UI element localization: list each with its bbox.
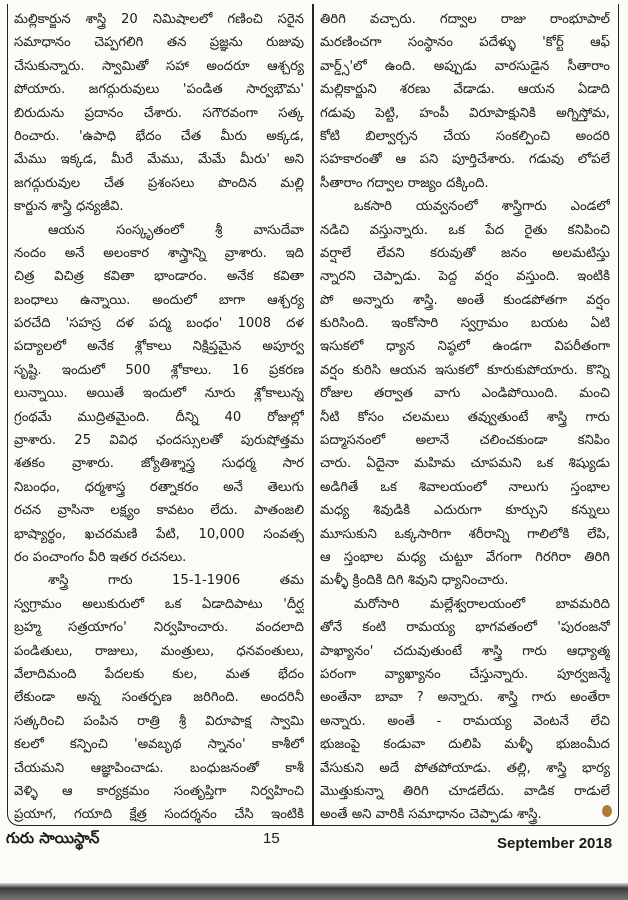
text-line: వేసుకుని అదే పోతపోయాడు. తల్లి, శాస్త్రి భార్య	[320, 760, 610, 776]
text-line: వర్షం కురిసి ఆయన ఇసుకలో కూరుకుపోయారు. కొన్ని	[320, 362, 610, 378]
text-line: పద్మాసనంలో అలానే చలించకుండా కనిపిం	[320, 433, 610, 449]
text-line: మరోసారి మల్లేశ్వరాలయంలో బావమరిది	[354, 596, 610, 612]
text-line: మల్లికార్జున శాస్త్రి 20 నిమిషాలలో గణించి సరైన	[14, 12, 304, 27]
text-line: భుజంపై కండువా దులిపి మళ్ళీ భుజంమీద	[320, 737, 610, 753]
text-line: ఇసుకలో ధ్యాన నిష్ఠలో ఉండగా విపరీతంగా	[320, 339, 610, 355]
scan-edge	[0, 883, 628, 900]
text-line: రం పంచాంగం వీరి ఇతర రచనలు.	[14, 549, 187, 565]
text-line: శాస్త్రి గారు 15-1-1906 తమ	[48, 573, 304, 589]
text-line: శతకం వ్రాశారు. జ్యోతిశ్శాస్త్ర సుధర్మ సార	[14, 456, 304, 472]
text-line: పండితులు, రాజులు, మంత్రులు, ధనవంతులు,	[14, 643, 304, 659]
text-line: తోనే కంటి రామయ్య భాగవతంలో 'పురంజనో	[320, 620, 610, 636]
text-line: కురిసింది. ఇంకోసారి స్వగ్రామం బయట ఏటి	[320, 316, 610, 332]
text-line: రోజుల తర్వాత వాగు ఎండిపోయింది. మంచి	[320, 386, 610, 402]
text-line: భాష్యార్థం, ఖచరమణి పేటి, 10,000 సంవత్స	[14, 526, 304, 542]
text-line: చిత్ర విచిత్ర కవితా భాండారం. అనేక కవితా	[14, 269, 304, 285]
text-line: వెళ్ళి ఆ కార్యక్రమం సంతృప్తిగా నిర్వహించి	[14, 783, 304, 799]
text-line: కోటి బిల్వార్చన చేయ సంకల్పించి అందరి	[320, 128, 610, 144]
text-line: నీటి కోసం చలమలు తవ్వుతుంటే శాస్త్రి గారు	[320, 409, 610, 425]
text-line: మళ్ళీ క్రిందికి దిగి శివుని ధ్యానించారు.	[320, 573, 509, 589]
text-line: గ్రంథమే ముద్రితమైంది. దీన్ని 40 రోజుల్లో	[14, 409, 304, 425]
text-line: నందం అనే అలంకార శాస్త్రాన్ని వ్రాశారు. ఇది	[14, 245, 304, 261]
text-line: అంతేనా బావా ? అన్నారు. శాస్త్రి గారు అంతేరా	[320, 690, 610, 706]
text-line: పరంగా వ్యాఖ్యానం చేస్తున్నారు. పూర్వజన్మే	[320, 666, 610, 682]
text-line: అంతే అని వారికి సమాధానం చెప్పాడు శాస్త్రి.	[320, 807, 542, 823]
right-column	[320, 8, 610, 827]
text-line: సత్కరించి పంపిన రాత్రి శ్రీ విరూపాక్ష స్వామి	[14, 713, 304, 729]
text-line: స్వగ్రామం అలుకురులో ఒక ఏడాదిపాటు 'దీర్ఘ	[14, 596, 304, 612]
page-number: 15	[263, 830, 280, 847]
column-divider	[312, 4, 314, 826]
text-line: వార్డ్స్'లో ఉంది. అప్పుడు వారసుడైన సీతారాం	[320, 58, 610, 74]
text-line: పాఖ్యానం' చదువుతుంటే శాస్త్రి గారు ఆధ్యాత్మ	[320, 643, 610, 659]
text-line: చారు. ఏదైనా మహిమ చూపమని ఒక శిష్యుడు	[320, 456, 610, 472]
text-line: మేము ఇక్కడ, మీరే మేము, మేమే మీరు' అని	[14, 152, 304, 168]
text-line: వ్రాశారు. 25 వివిధ ఛందస్సులతో పురుషోత్తమ	[14, 433, 304, 449]
text-line: బంధాలు ఉన్నాయి. అందులో బాగా ఆశ్చర్య	[14, 292, 304, 308]
text-line: సృష్టి. ఇందులో 500 శ్లోకాలు. 16 ప్రకరణ	[14, 362, 304, 378]
text-line: ప్రయాగ, గయాది క్షేత్ర సందర్శనం చేసి ఇంటికి	[14, 807, 304, 823]
text-line: ఆ స్తంభాల మధ్య చుట్టూ వేగంగా గిరగిరా తిరిగి	[320, 549, 610, 565]
text-line: ఆయన సంస్కృతంలో శ్రీ వాసుదేవా	[48, 222, 304, 238]
text-line: ఒకసారి యవ్వనంలో శాస్త్రిగారు ఎండలో	[354, 199, 610, 215]
text-line: తిరిగి వచ్చారు. గద్వాల రాజు రాంభూపాల్	[320, 12, 610, 27]
text-line: రచన వ్రాసినా లక్ష్యం కావటం లేదు. పాతంజలి	[14, 503, 304, 519]
text-line: బ్రహ్మ సత్రయాగం' నిర్వహించారు. వందలాది	[14, 620, 304, 636]
text-line: సమాధానం చెప్పగలిగి తన ప్రజ్ఞను రుజువు	[14, 35, 304, 51]
text-line: నిబంధం, ధర్మశాస్త్ర రత్నాకరం అనే తెలుగు	[14, 479, 304, 495]
text-line: నడిచి వస్తున్నారు. ఒక పేద రైతు కనిపించి	[320, 222, 610, 238]
text-line: కార్జున శాస్త్రి ధన్యజీవి.	[14, 199, 124, 215]
text-line: మరణించగా సంస్థానం పదేళ్ళు 'కోర్ట్ ఆఫ్	[320, 35, 610, 51]
ink-blot	[602, 805, 612, 817]
text-line: పోయారు. జగద్గురువులు 'పండిత సార్వభౌమ'	[14, 82, 304, 98]
text-line: మూసుకుని ఒక్కసారిగా శరీరాన్ని గాలిలోకి లేపి,	[320, 526, 610, 542]
text-line: పద్యాలలో అనేక శ్లోకాలు నిక్షిప్తమైన అపూర్వ	[14, 339, 304, 355]
text-line: లేకుండా అన్న సంతర్పణ జరిగింది. అందరినీ	[14, 690, 304, 706]
text-line: కలలో కన్పించి 'అవబృథ స్నానం' కాశీలో	[14, 737, 304, 753]
text-line: బిరుదును ప్రదానం చేశారు. సగౌరవంగా సత్క	[14, 105, 304, 121]
magazine-name: గురు సాయిస్థాన్	[6, 829, 100, 847]
text-line: వేలాదిమంది పేదలకు కుల, మత భేదం	[14, 666, 304, 682]
left-column	[14, 8, 304, 827]
text-line: న్నారని చెప్పాడు. పెద్ద వర్షం వస్తుంది. ఇంటికి	[320, 269, 610, 285]
text-line: గడువు పెట్టి, హంపీ విరూపాక్షునికి అగ్నిస్తోమ,	[320, 105, 610, 121]
text-line: సహకారంతో ఆ పని పూర్తిచేశారు. గడువు లోపలే	[320, 152, 610, 168]
text-line: రించారు. 'ఉపాధి భేదం చేత మీరు అక్కడ,	[14, 128, 304, 144]
text-line: సీతారాం గద్వాల రాజ్యం దక్కింది.	[320, 175, 489, 191]
text-line: మల్లికార్జుని శరణు వేడాడు. ఆయన ఏడాది	[320, 82, 610, 98]
text-line: లున్నాయి. అయితే ఇందులో నూరు శ్లోకాలున్న	[14, 386, 304, 402]
text-line: పో అన్నారు శాస్త్రి. అంతే కుండపోతగా వర్షం	[320, 292, 610, 308]
text-line: మొత్తుకున్నా తిరిగి చూడలేదు. వాడిక రాడులే	[320, 783, 610, 799]
text-line: అన్నారు. అంతే - రామయ్య వెంటనే లేచి	[320, 713, 610, 729]
text-line: పరచేది 'సహస్ర దళ పద్మ బంధం' 1008 దళ	[14, 316, 304, 332]
text-line: చేసుకున్నారు. స్వామితో సహా అందరూ ఆశ్చర్య	[14, 58, 304, 74]
text-line: వర్షాలే లేవని కరువుతో జనం అలమటిస్తు	[320, 245, 610, 261]
issue-date: September 2018	[497, 835, 613, 852]
text-line: మధ్య శివుడికి ఎదురుగా కూర్చుని కన్నులు	[320, 503, 610, 519]
text-line: జగద్గురువుల చేత ప్రశంసలు పొందిన మల్లి	[14, 175, 304, 191]
text-line: అడిగితే ఒక శివాలయంలో నాలుగు స్తంభాల	[320, 479, 610, 495]
text-line: చేయమని ఆజ్ఞాపించాడు. బంధుజనంతో కాశీ	[14, 760, 304, 776]
